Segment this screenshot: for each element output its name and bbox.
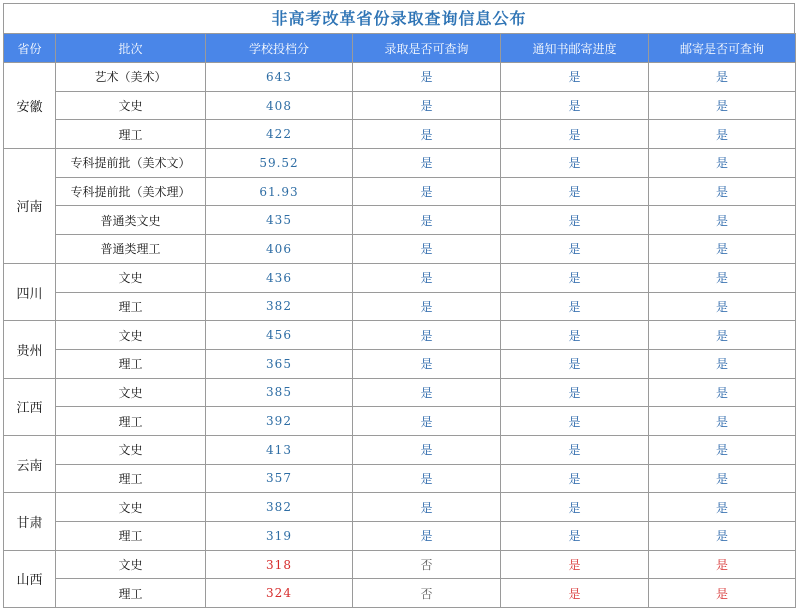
batch-cell: 普通类文史 [56, 206, 206, 235]
table-row [4, 349, 796, 378]
mail-query-cell: 是 [649, 177, 796, 206]
mail-query-cell: 是 [649, 522, 796, 551]
mail-query-cell: 是 [649, 321, 796, 350]
header-mail-query: 邮寄是否可查询 [649, 34, 796, 63]
batch-cell: 文史 [56, 263, 206, 292]
admission-query-cell: 是 [353, 522, 501, 551]
score-cell: 318 [206, 550, 353, 579]
table-row [4, 464, 796, 493]
batch-cell: 理工 [56, 349, 206, 378]
mail-query-cell: 是 [649, 149, 796, 178]
score-cell: 392 [206, 407, 353, 436]
mail-query-cell: 是 [649, 235, 796, 264]
score-cell: 408 [206, 91, 353, 120]
notice-progress-cell: 是 [501, 63, 649, 92]
batch-cell: 理工 [56, 579, 206, 608]
score-cell: 406 [206, 235, 353, 264]
province-cell: 甘肃 [4, 493, 56, 550]
province-cell: 江西 [4, 378, 56, 435]
admission-query-cell: 是 [353, 263, 501, 292]
notice-progress-cell: 是 [501, 435, 649, 464]
notice-progress-cell: 是 [501, 177, 649, 206]
mail-query-cell: 是 [649, 407, 796, 436]
score-cell: 324 [206, 579, 353, 608]
score-cell: 436 [206, 263, 353, 292]
header-admission-query: 录取是否可查询 [353, 34, 501, 63]
mail-query-cell: 是 [649, 63, 796, 92]
table-body [4, 63, 796, 608]
score-cell: 365 [206, 349, 353, 378]
notice-progress-cell: 是 [501, 120, 649, 149]
province-cell: 云南 [4, 435, 56, 492]
province-cell: 四川 [4, 263, 56, 320]
header-notice-progress: 通知书邮寄进度 [501, 34, 649, 63]
table-row [4, 435, 796, 464]
notice-progress-cell: 是 [501, 263, 649, 292]
batch-cell: 文史 [56, 321, 206, 350]
notice-progress-cell: 是 [501, 206, 649, 235]
table-row [4, 235, 796, 264]
notice-progress-cell: 是 [501, 91, 649, 120]
admission-query-cell: 是 [353, 206, 501, 235]
province-cell: 山西 [4, 550, 56, 607]
admission-query-cell: 是 [353, 407, 501, 436]
score-cell: 357 [206, 464, 353, 493]
notice-progress-cell: 是 [501, 522, 649, 551]
batch-cell: 理工 [56, 522, 206, 551]
admission-query-cell: 是 [353, 149, 501, 178]
table-row [4, 91, 796, 120]
notice-progress-cell: 是 [501, 550, 649, 579]
batch-cell: 理工 [56, 464, 206, 493]
score-cell: 382 [206, 493, 353, 522]
admission-query-cell: 是 [353, 349, 501, 378]
admission-info-sheet [3, 3, 795, 608]
table-row [4, 407, 796, 436]
score-cell: 59.52 [206, 149, 353, 178]
table-row [4, 206, 796, 235]
score-cell: 422 [206, 120, 353, 149]
table-row [4, 493, 796, 522]
score-cell: 456 [206, 321, 353, 350]
score-cell: 435 [206, 206, 353, 235]
table-row [4, 579, 796, 608]
score-cell: 61.93 [206, 177, 353, 206]
mail-query-cell: 是 [649, 120, 796, 149]
notice-progress-cell: 是 [501, 407, 649, 436]
notice-progress-cell: 是 [501, 464, 649, 493]
batch-cell: 文史 [56, 550, 206, 579]
score-cell: 319 [206, 522, 353, 551]
admission-query-cell: 是 [353, 91, 501, 120]
mail-query-cell: 是 [649, 378, 796, 407]
header-province: 省份 [4, 34, 56, 63]
header-score: 学校投档分 [206, 34, 353, 63]
mail-query-cell: 是 [649, 206, 796, 235]
mail-query-cell: 是 [649, 550, 796, 579]
batch-cell: 普通类理工 [56, 235, 206, 264]
score-cell: 385 [206, 378, 353, 407]
header-batch: 批次 [56, 34, 206, 63]
table-row [4, 378, 796, 407]
notice-progress-cell: 是 [501, 292, 649, 321]
admission-query-cell: 是 [353, 435, 501, 464]
admission-query-cell: 是 [353, 292, 501, 321]
admission-query-cell: 是 [353, 177, 501, 206]
batch-cell: 艺术（美术） [56, 63, 206, 92]
mail-query-cell: 是 [649, 349, 796, 378]
table-row [4, 522, 796, 551]
admission-query-cell: 是 [353, 235, 501, 264]
notice-progress-cell: 是 [501, 149, 649, 178]
table-row [4, 149, 796, 178]
batch-cell: 理工 [56, 292, 206, 321]
admission-query-cell: 是 [353, 464, 501, 493]
table-row [4, 63, 796, 92]
province-cell: 安徽 [4, 63, 56, 149]
table-row [4, 120, 796, 149]
table-row [4, 177, 796, 206]
table-row [4, 263, 796, 292]
mail-query-cell: 是 [649, 292, 796, 321]
notice-progress-cell: 是 [501, 579, 649, 608]
mail-query-cell: 是 [649, 493, 796, 522]
batch-cell: 文史 [56, 91, 206, 120]
score-cell: 413 [206, 435, 353, 464]
admission-table [3, 33, 796, 608]
batch-cell: 专科提前批（美术理） [56, 177, 206, 206]
score-cell: 643 [206, 63, 353, 92]
admission-query-cell: 是 [353, 378, 501, 407]
mail-query-cell: 是 [649, 263, 796, 292]
notice-progress-cell: 是 [501, 378, 649, 407]
mail-query-cell: 是 [649, 579, 796, 608]
mail-query-cell: 是 [649, 435, 796, 464]
admission-query-cell: 是 [353, 120, 501, 149]
table-header-row [4, 34, 796, 63]
admission-query-cell: 否 [353, 550, 501, 579]
mail-query-cell: 是 [649, 91, 796, 120]
table-row [4, 321, 796, 350]
notice-progress-cell: 是 [501, 493, 649, 522]
admission-query-cell: 否 [353, 579, 501, 608]
admission-query-cell: 是 [353, 321, 501, 350]
batch-cell: 文史 [56, 378, 206, 407]
table-row [4, 550, 796, 579]
notice-progress-cell: 是 [501, 321, 649, 350]
province-cell: 河南 [4, 149, 56, 264]
admission-query-cell: 是 [353, 63, 501, 92]
score-cell: 382 [206, 292, 353, 321]
batch-cell: 理工 [56, 120, 206, 149]
batch-cell: 专科提前批（美术文） [56, 149, 206, 178]
batch-cell: 理工 [56, 407, 206, 436]
batch-cell: 文史 [56, 493, 206, 522]
admission-query-cell: 是 [353, 493, 501, 522]
mail-query-cell: 是 [649, 464, 796, 493]
batch-cell: 文史 [56, 435, 206, 464]
notice-progress-cell: 是 [501, 349, 649, 378]
table-row [4, 292, 796, 321]
province-cell: 贵州 [4, 321, 56, 378]
notice-progress-cell: 是 [501, 235, 649, 264]
page-title: 非高考改革省份录取查询信息公布 [3, 3, 795, 33]
